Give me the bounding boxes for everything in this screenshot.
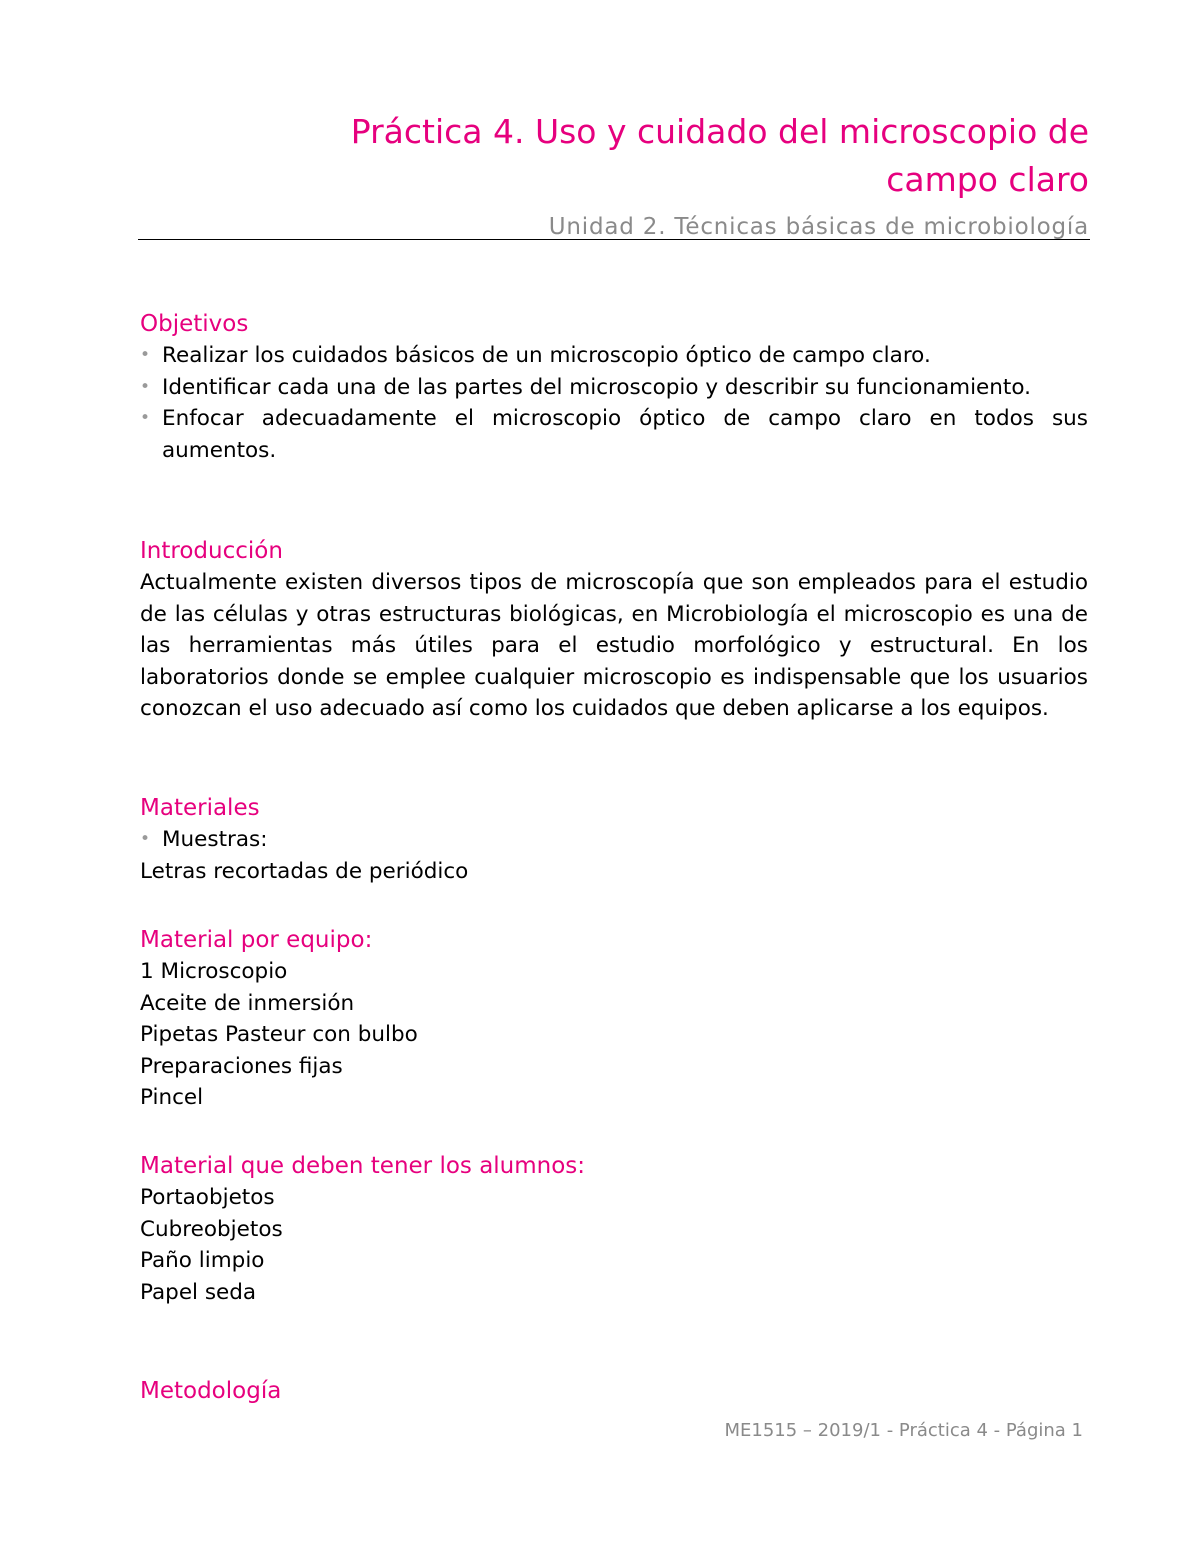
objetivos-heading: Objetivos — [140, 311, 249, 337]
materiales-list — [140, 824, 1088, 856]
list-item-text: Enfocar adecuadamente el microscopio óptico de campo claro en todos sus aumentos. — [162, 406, 1088, 463]
list-item: 1 Microscopio — [140, 959, 288, 984]
list-item: Preparaciones fijas — [140, 1053, 343, 1079]
introduccion-heading: Introducción — [140, 538, 283, 564]
page-title — [140, 108, 1089, 204]
section-introduccion — [140, 535, 1088, 725]
material-por-equipo-heading: Material por equipo: — [140, 927, 373, 953]
title-divider — [138, 239, 1090, 240]
introduccion-paragraph: Actualmente existen diversos tipos de microscopía que son empleados para el estudio de las células y otras estructuras biológicas, en Microbiología el microscopio es una de las herramientas más útiles para el estudio morfológico y estructural. En los laboratorios donde se emplee cualquier microscopio es indispensable que los usuarios conozcan el uso adecuado así como los cuidados que deben aplicarse a los equipos. — [140, 570, 1088, 722]
page-title-line-2: campo claro — [886, 160, 1089, 199]
material-por-equipo-list — [140, 956, 1088, 1114]
section-materiales — [140, 792, 1088, 887]
list-item — [140, 403, 1088, 466]
section-metodologia — [140, 1375, 1088, 1407]
materiales-heading: Materiales — [140, 795, 260, 821]
objetivos-list — [140, 340, 1088, 466]
section-material-por-equipo — [140, 924, 1088, 1114]
bullet-icon: • — [140, 829, 151, 849]
page-title-line-1: Práctica 4. Uso y cuidado del microscopio de — [350, 112, 1089, 151]
metodologia-heading: Metodología — [140, 1378, 282, 1404]
materiales-sample: Letras recortadas de periódico — [140, 858, 469, 884]
bullet-icon: • — [140, 408, 151, 429]
list-item-text: Identificar cada una de las partes del microscopio y describir su funcionamiento. — [162, 374, 1031, 400]
section-objetivos — [140, 308, 1088, 466]
list-item-text: Realizar los cuidados básicos de un microscopio óptico de campo claro. — [162, 343, 931, 368]
page-subtitle: Unidad 2. Técnicas básicas de microbiología — [548, 214, 1089, 240]
page-footer: ME1515 – 2019/1 - Práctica 4 - Página 1 — [724, 1420, 1083, 1441]
list-item-text: Muestras: — [162, 827, 268, 852]
list-item — [140, 372, 1088, 404]
list-item: Cubreobjetos — [140, 1216, 283, 1242]
page-header — [140, 108, 1089, 242]
list-item: Pincel — [140, 1085, 204, 1111]
bullet-icon: • — [140, 345, 151, 365]
material-alumnos-list — [140, 1182, 1088, 1308]
list-item: Paño limpio — [140, 1248, 265, 1274]
list-item — [140, 340, 1088, 372]
list-item — [140, 824, 1088, 856]
list-item: Portaobjetos — [140, 1185, 275, 1210]
list-item: Papel seda — [140, 1279, 257, 1305]
material-alumnos-heading: Material que deben tener los alumnos: — [140, 1153, 586, 1179]
list-item: Aceite de inmersión — [140, 990, 355, 1016]
section-material-alumnos — [140, 1150, 1088, 1308]
bullet-icon: • — [140, 376, 151, 397]
list-item: Pipetas Pasteur con bulbo — [140, 1022, 418, 1048]
